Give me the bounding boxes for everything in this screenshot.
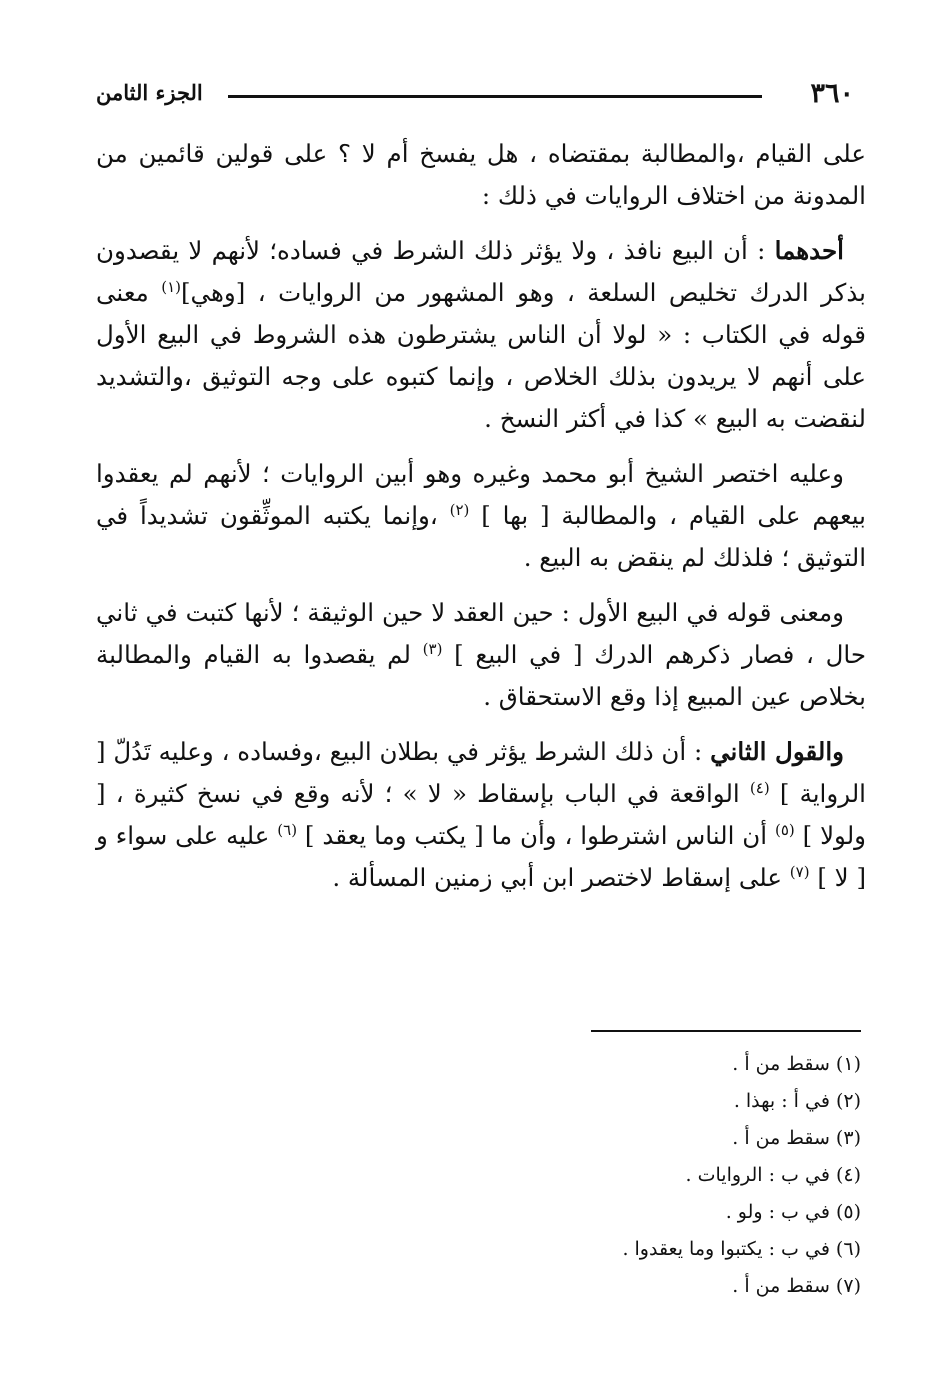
text-segment: ومعنى قوله في البيع الأول : حين العقد لا حين الوثيقة ؛ لأنها كتبت في ثاني حال ، فصار ذكرهم الدرك [ في البيع ]: [96, 598, 867, 669]
footnote-item: (٢) في أ : بهذا .: [733, 1090, 861, 1112]
paragraph: [96, 133, 866, 217]
running-title: الجزء الثامن: [96, 80, 203, 105]
footnote-item: (٧) سقط من أ .: [732, 1275, 861, 1297]
footnotes: [461, 1046, 861, 1305]
text-segment: ،وإنما يكتبه الموثِّقون تشديداً في التوثيق ؛ فلذلك لم ينقض به البيع .: [96, 501, 866, 572]
footnote-marker: (١): [161, 277, 181, 296]
footnote-item: (٥) في ب : ولو .: [725, 1201, 861, 1223]
text-segment: لم يقصدوا به القيام والمطالبة بخلاص عين المبيع إذا وقع الاستحقاق .: [96, 640, 866, 711]
text-segment: الواقعة في الباب بإسقاط « لا » ؛ لأنه وقع في نسخ كثيرة ، [ ولولا ]: [96, 779, 867, 850]
paragraph: [96, 731, 866, 899]
header-rule: [228, 95, 762, 98]
paragraph: [96, 230, 866, 440]
text-segment: أن الناس اشترطوا ، وأن ما [ يكتب وما يعقد ]: [297, 821, 775, 850]
footnote-separator: [591, 1030, 861, 1032]
page-number: ٣٦٠: [810, 78, 854, 109]
footnote-marker: (٣): [422, 639, 443, 658]
paragraph: [96, 453, 866, 579]
footnote-marker: (٥): [774, 820, 795, 839]
footnote-item: (٤) في ب : الروايات .: [685, 1164, 861, 1186]
text-segment: : أن ذلك الشرط يؤثر في بطلان البيع ،وفساده ، وعليه تَدُلّ [ الرواية ]: [96, 737, 866, 808]
paragraph-lead: والقول الثاني: [710, 737, 844, 766]
footnote-item: (٦) في ب : يكتبوا وما يعقدوا .: [622, 1238, 861, 1260]
text-segment: وعليه اختصر الشيخ أبو محمد وغيره وهو أبين الروايات ؛ لأنهم لم يعقدوا بيعهم على القيام ، والمطالبة [ بها ]: [96, 459, 867, 530]
footnote-marker: (٦): [277, 820, 298, 839]
text-segment: : أن البيع نافذ ، ولا يؤثر ذلك الشرط في فساده؛ لأنهم لا يقصدون بذكر الدرك تخليص السلعة ، وهو المشهور من الروايات ، [وهي]: [96, 236, 866, 307]
page-header: [96, 78, 866, 118]
text-segment: على القيام ،والمطالبة بمقتضاه ، هل يفسخ أم لا ؟ على قولين قائمين من المدونة من اختلاف الروايات في ذلك :: [96, 139, 866, 210]
paragraph: [96, 592, 866, 718]
footnote-marker: (٧): [789, 862, 810, 881]
footnote-item: (١) سقط من أ .: [732, 1053, 861, 1075]
main-text: [96, 133, 866, 912]
text-segment: معنى قوله في الكتاب : « لولا أن الناس يشترطون هذه الشروط في البيع الأول على أنهم لا يريدون بذلك الخلاص ، وإنما كتبوه على وجه التوثيق ،والتشديد لنقضت به البيع » كذا في أكثر النسخ .: [96, 278, 866, 433]
paragraph-lead: أحدهما: [774, 236, 844, 265]
footnote-item: (٣) سقط من أ .: [732, 1127, 861, 1149]
text-segment: على إسقاط لاختصر ابن أبي زمنين المسألة .: [332, 863, 790, 892]
footnote-marker: (٢): [449, 500, 470, 519]
footnote-marker: (٤): [749, 778, 770, 797]
text-segment: عليه على سواء و [ لا ]: [96, 821, 866, 892]
